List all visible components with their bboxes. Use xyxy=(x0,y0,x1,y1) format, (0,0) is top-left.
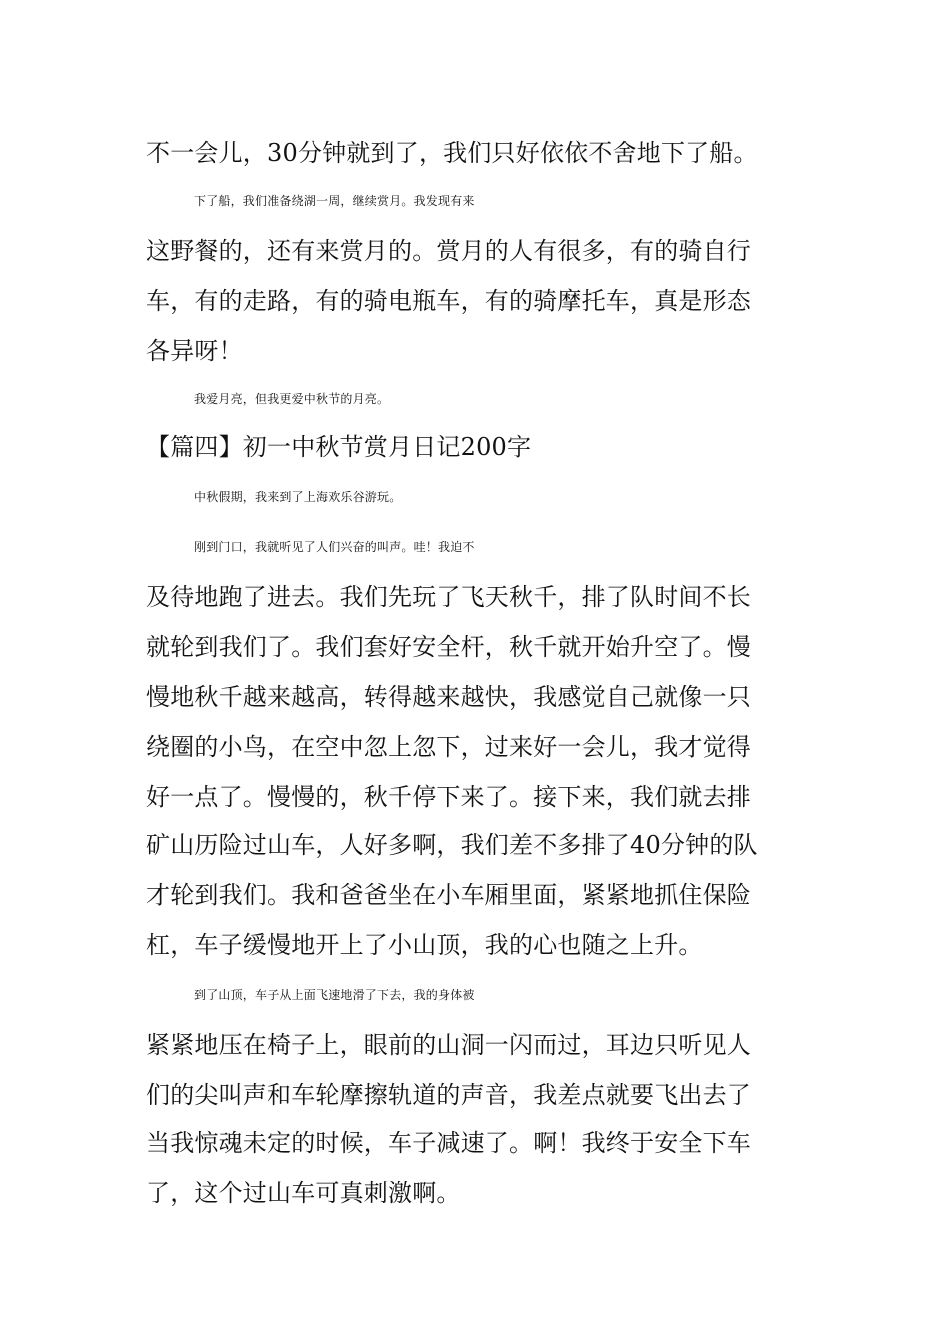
text-line: 及待地跑了进去。我们先玩了飞天秋千，排了队时间不长 xyxy=(146,583,751,611)
text-line: 车，有的走路，有的骑电瓶车，有的骑摩托车，真是形态 xyxy=(146,287,751,315)
text-line: 这野餐的，还有来赏月的。赏月的人有很多，有的骑自行 xyxy=(146,237,751,265)
text-line: 各异呀！ xyxy=(146,337,243,365)
text-line: 紧紧地压在椅子上，眼前的山洞一闪而过，耳边只听见人 xyxy=(146,1031,751,1059)
text-line: 就轮到我们了。我们套好安全杆，秋千就开始升空了。慢 xyxy=(146,633,751,661)
paragraph-first-line: 中秋假期，我来到了上海欢乐谷游玩。 xyxy=(194,490,402,504)
text-line: 杠，车子缓慢地开上了小山顶，我的心也随之上升。 xyxy=(146,931,703,959)
text-line: 矿山历险过山车，人好多啊，我们差不多排了40分钟的队 xyxy=(146,831,758,859)
section-heading: 【篇四】初一中秋节赏月日记200字 xyxy=(146,433,532,461)
paragraph-first-line: 下了船，我们准备绕湖一周，继续赏月。我发现有来 xyxy=(194,194,475,208)
text-line: 慢地秋千越来越高，转得越来越快，我感觉自己就像一只 xyxy=(146,683,751,711)
text-line: 好一点了。慢慢的，秋千停下来了。接下来，我们就去排 xyxy=(146,783,751,811)
text-line: 了，这个过山车可真刺激啊。 xyxy=(146,1179,461,1207)
text-line: 不一会儿，30分钟就到了，我们只好依依不舍地下了船。 xyxy=(146,139,758,167)
paragraph-first-line: 我爱月亮，但我更爱中秋节的月亮。 xyxy=(194,392,390,406)
text-line: 才轮到我们。我和爸爸坐在小车厢里面，紧紧地抓住保险 xyxy=(146,881,751,909)
text-line: 们的尖叫声和车轮摩擦轨道的声音，我差点就要飞出去了 xyxy=(146,1081,751,1109)
text-line: 绕圈的小鸟，在空中忽上忽下，过来好一会儿，我才觉得 xyxy=(146,733,751,761)
paragraph-first-line: 到了山顶，车子从上面飞速地滑了下去，我的身体被 xyxy=(194,988,475,1002)
text-line: 当我惊魂未定的时候，车子减速了。啊！我终于安全下车 xyxy=(146,1129,751,1157)
paragraph-first-line: 刚到门口，我就听见了人们兴奋的叫声。哇！我迫不 xyxy=(194,540,475,554)
